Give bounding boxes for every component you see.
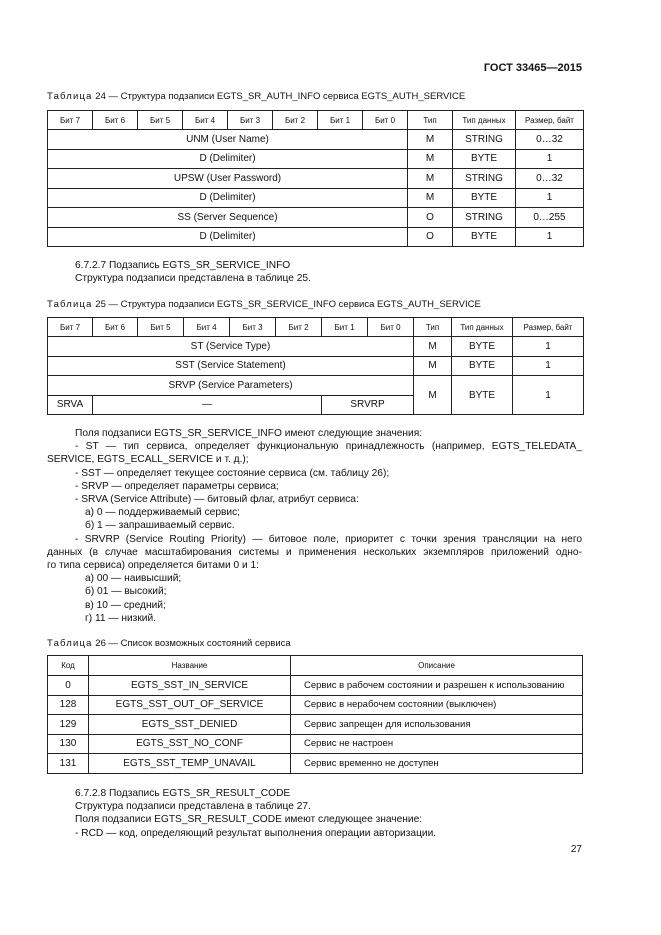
header-bit7: Бит 7 [48,111,93,130]
table-26-caption-text: 26 — Список возможных состояний сервиса [95,638,291,649]
code-cell: 129 [48,715,89,735]
list-item: г) 11 — низкий. [85,612,157,624]
table-row [48,149,584,169]
dtype-cell: STRING [453,208,516,228]
table-row [48,376,584,396]
name-cell: EGTS_SST_OUT_OF_SERVICE [89,695,291,715]
description-cell: Сервис в рабочем состоянии и разрешен к использованию [291,676,583,696]
table-row [48,754,583,774]
field-cell: ST (Service Type) [48,337,414,357]
table-24-caption-label: Таблица [47,91,93,102]
header-type: Тип [414,318,452,337]
field-cell: SRVP (Service Parameters) [48,376,414,396]
section-heading: 6.7.2.8 Подзапись EGTS_SR_RESULT_CODE [75,788,291,799]
field-cell: SST (Service Statement) [48,356,414,376]
header-bit2: Бит 2 [276,318,322,337]
header-bit0: Бит 0 [368,318,414,337]
type-cell: M [414,376,452,415]
header-bit4: Бит 4 [184,318,230,337]
field-cell: SS (Server Sequence) [48,208,408,228]
table-header-row [48,111,584,130]
table-24-caption [47,91,465,102]
description-cell: Сервис временно не доступен [291,754,583,774]
dtype-cell: BYTE [453,149,516,169]
dtype-cell: BYTE [453,227,516,247]
code-cell: 128 [48,695,89,715]
table-header-row [48,656,583,676]
name-cell: EGTS_SST_TEMP_UNAVAIL [89,754,291,774]
table-26 [47,655,583,774]
size-cell: 1 [513,356,584,376]
paragraph: - ST — тип сервиса, определяет функциональную принадлежность (например, EGTS_TELEDATA_ [75,441,582,453]
table-24-caption-text: 24 — Структура подзаписи EGTS_SR_AUTH_INFO сервиса EGTS_AUTH_SERVICE [95,91,466,102]
header-bit2: Бит 2 [273,111,318,130]
list-item: б) 1 — запрашиваемый сервис. [85,520,235,532]
header-bit1: Бит 1 [318,111,363,130]
paragraph: - SST — определяет текущее состояние сервиса (см. таблицу 26); [75,467,390,479]
field-cell: UNM (User Name) [48,130,408,150]
section-6727 [47,259,582,285]
table-header-row [48,318,584,337]
size-cell: 1 [516,227,584,247]
table-row [48,227,584,247]
type-cell: M [408,130,453,150]
table-25-caption-text: 25 — Структура подзаписи EGTS_SR_SERVICE_INFO сервиса EGTS_AUTH_SERVICE [95,299,481,310]
name-cell: EGTS_SST_NO_CONF [89,734,291,754]
header-size: Размер, байт [516,111,584,130]
header-bit4: Бит 4 [183,111,228,130]
table-24 [47,110,584,247]
dtype-cell: STRING [453,169,516,189]
size-cell: 0…32 [516,169,584,189]
type-cell: O [408,208,453,228]
paragraph: Структура подзаписи представлена в таблице 27. [75,801,311,813]
table-25-caption [47,299,481,310]
header-bit6: Бит 6 [93,111,138,130]
paragraph: - SRVP — определяет параметры сервиса; [75,480,279,492]
header-description: Описание [291,656,583,676]
table-row [48,695,583,715]
header-bit6: Бит 6 [93,318,138,337]
table-row [48,169,584,189]
table-row [48,208,584,228]
srvrp-cell: SRVRP [322,395,414,415]
table-26-caption-label: Таблица [47,638,93,649]
table-row [48,356,584,376]
paragraph: Поля подзаписи EGTS_SR_RESULT_CODE имеют следующее значение: [75,814,423,826]
table-row [48,130,584,150]
size-cell: 1 [513,376,584,415]
header-bit5: Бит 5 [138,111,183,130]
size-cell: 1 [516,149,584,169]
srva-cell: SRVA [48,395,93,415]
code-cell: 131 [48,754,89,774]
paragraph: - SRVRP (Service Routing Priority) — битовое поле, приоритет с точки зрения трансляции на него [75,533,582,545]
table-26-caption [47,638,291,649]
size-cell: 0…255 [516,208,584,228]
table-row [48,715,583,735]
header-bit3: Бит 3 [230,318,276,337]
dtype-cell: STRING [453,130,516,150]
name-cell: EGTS_SST_IN_SERVICE [89,676,291,696]
paragraph: Поля подзаписи EGTS_SR_SERVICE_INFO имеют следующие значения: [75,428,423,439]
paragraph: го типа сервиса) определяется битами 0 и 1: [47,560,259,572]
service-info-fields [47,427,582,625]
table-row [48,188,584,208]
table-row [48,734,583,754]
type-cell: O [408,227,453,247]
list-item: б) 01 — высокий; [85,586,167,598]
size-cell: 1 [513,337,584,357]
header-bit5: Бит 5 [138,318,184,337]
paragraph: - RCD — код, определяющий результат выполнения операции авторизации. [75,827,437,839]
name-cell: EGTS_SST_DENIED [89,715,291,735]
dtype-cell: BYTE [452,356,513,376]
type-cell: M [414,356,452,376]
header-code: Код [48,656,89,676]
dtype-cell: BYTE [453,188,516,208]
type-cell: M [414,337,452,357]
header-type: Тип [408,111,453,130]
header-bit1: Бит 1 [322,318,368,337]
field-cell: D (Delimiter) [48,188,408,208]
header-bit3: Бит 3 [228,111,273,130]
size-cell: 1 [516,188,584,208]
table-25 [47,317,584,415]
page-number: 27 [570,844,582,855]
reserved-cell: — [93,395,322,415]
field-cell: UPSW (User Password) [48,169,408,189]
code-cell: 130 [48,734,89,754]
table-row [48,676,583,696]
paragraph: Структура подзаписи представлена в таблице 25. [75,273,311,285]
field-cell: D (Delimiter) [48,227,408,247]
table-25-caption-label: Таблица [47,299,93,310]
list-item: в) 10 — средний; [85,599,166,611]
standard-header: ГОСТ 33465—2015 [483,62,582,74]
field-cell: D (Delimiter) [48,149,408,169]
section-heading: 6.7.2.7 Подзапись EGTS_SR_SERVICE_INFO [75,260,291,271]
table-row [48,337,584,357]
section-6728 [47,787,582,840]
header-data-type: Тип данных [453,111,516,130]
paragraph: SERVICE, EGTS_ECALL_SERVICE и т. д.); [47,454,249,466]
paragraph: - SRVA (Service Attribute) — битовый флаг, атрибут сервиса: [75,494,359,506]
type-cell: M [408,169,453,189]
description-cell: Сервис не настроен [291,734,583,754]
size-cell: 0…32 [516,130,584,150]
header-bit0: Бит 0 [363,111,408,130]
type-cell: M [408,188,453,208]
dtype-cell: BYTE [452,337,513,357]
header-bit7: Бит 7 [48,318,93,337]
header-name: Название [89,656,291,676]
description-cell: Сервис запрещен для использования [291,715,583,735]
code-cell: 0 [48,676,89,696]
header-size: Размер, байт [513,318,584,337]
paragraph: данных (в случае масштабирования системы и применения нескольких экземпляров приложений одно- [47,546,582,558]
header-data-type: Тип данных [452,318,513,337]
list-item: а) 00 — наивысший; [85,573,182,585]
description-cell: Сервис в нерабочем состоянии (выключен) [291,695,583,715]
type-cell: M [408,149,453,169]
list-item: а) 0 — поддерживаемый сервис; [85,507,241,519]
dtype-cell: BYTE [452,376,513,415]
